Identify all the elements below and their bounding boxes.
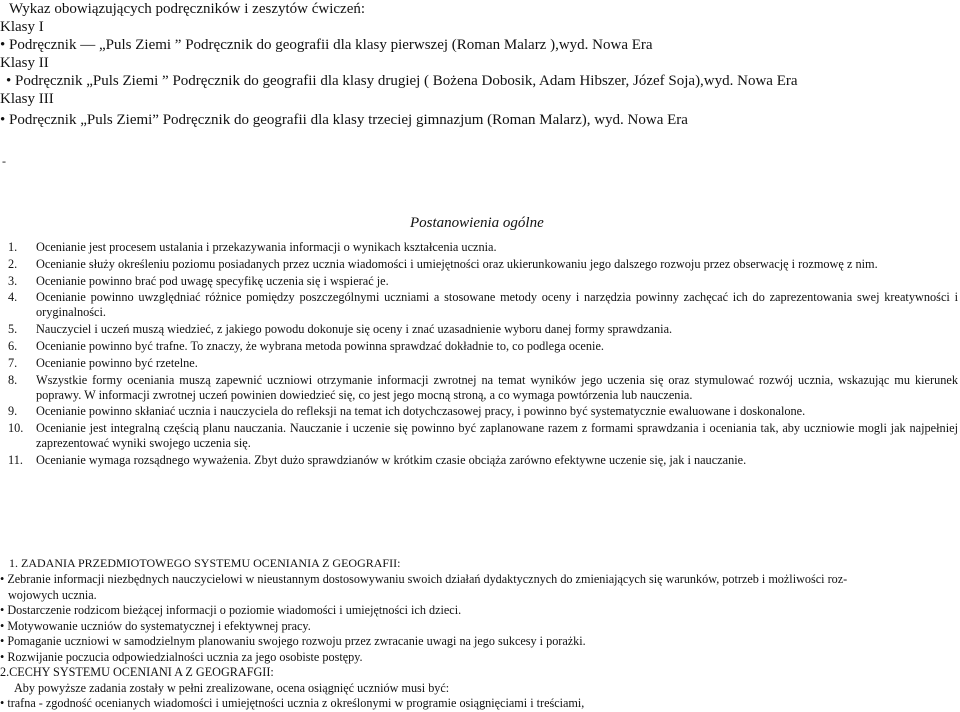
task-item-continuation: wojowych ucznia.	[8, 587, 97, 602]
class2-textbook: • Podręcznik „Puls Ziemi ” Podręcznik do geografii dla klasy drugiej ( Bożena Dobosik, Adam Hibszer, Józef Soja),wyd. Nowa Era	[6, 73, 798, 89]
task-item: • Motywowanie uczniów do systematycznej i efektywnej pracy.	[0, 618, 311, 633]
features-heading: 2.CECHY SYSTEMU OCENIANI A Z GEOGRAFGII:	[0, 665, 274, 679]
tasks-heading: 1. ZADANIA PRZEDMIOTOWEGO SYSTEMU OCENIANIA Z GEOGRAFII:	[9, 556, 401, 570]
rule-item: 10. Ocenianie jest integralną częścią planu nauczania. Nauczanie i uczenie się powinno być zaplanowane razem z formami sprawdzania i oceniania tak, aby uczniowie mogli jak najpełniej zaprezentować wyniki swojego uczenia się.	[8, 421, 958, 451]
separator-dash: -	[2, 154, 6, 168]
class2-label: Klasy II	[0, 55, 49, 71]
task-item: • Dostarczenie rodzicom bieżącej informacji o poziomie wiadomości i umiejętności ich dzieci.	[0, 603, 462, 617]
features-intro: Aby powyższe zadania zostały w pełni zrealizowane, ocena osiągnięć uczniów musi być:	[14, 680, 450, 695]
tasks-list	[0, 572, 958, 712]
feature-item: • trafna - zgodność ocenianych wiadomości i umiejętności ucznia z określonymi w programie osiągnięciami i treściami,	[0, 696, 585, 710]
rule-item: 5. Nauczyciel i uczeń muszą wiedzieć, z jakiego powodu dokonuje się oceny i znać uzasadnienie wyboru danej formy sprawdzania.	[8, 322, 673, 337]
rule-item: 2. Ocenianie służy określeniu poziomu posiadanych przez ucznia wiadomości i umiejętności oraz ukierunkowaniu jego dalszego rozwoju przez obserwację i rozmowę z nim.	[8, 256, 878, 271]
rule-item: 8. Wszystkie formy oceniania muszą zapewnić uczniowi otrzymanie informacji zwrotnej na temat wyników jego uczenia się oraz stymulować rozwój ucznia, wskazując mu kierunek poprawy. W informacji zwrotnej uczeń powinien dowiedzieć się, co jest jego mocną stroną, a co wymaga powtórzenia lub nauczenia.	[8, 372, 958, 402]
task-item: • Rozwijanie poczucia odpowiedzialności ucznia za jego osobiste postępy.	[0, 649, 363, 664]
general-rules-list	[0, 240, 958, 470]
rule-item: 7. Ocenianie powinno być rzetelne.	[8, 355, 198, 370]
rule-item: 6. Ocenianie powinno być trafne. To znaczy, że wybrana metoda powinna sprawdzać dokładnie to, co podlega ocenie.	[8, 338, 604, 353]
rule-item: 9. Ocenianie powinno skłaniać ucznia i nauczyciela do refleksji na temat ich dotychczasowej pracy, i powinno być systematycznie ewaluowane i doskonalone.	[8, 404, 806, 419]
rule-item: 3. Ocenianie powinno brać pod uwagę specyfikę uczenia się i wspierać je.	[8, 273, 389, 288]
task-item: • Zebranie informacji niezbędnych nauczycielowi w nieustannym dostosowywaniu swoich działań dydaktycznych do zmieniających się warunków, potrzeb i możliwości roz-	[0, 572, 848, 586]
class3-textbook: • Podręcznik „Puls Ziemi” Podręcznik do geografii dla klasy trzeciej gimnazjum (Roman Malarz), wyd. Nowa Era	[0, 112, 688, 128]
list-title: Wykaz obowiązujących podręczników i zeszytów ćwiczeń:	[9, 1, 366, 17]
rule-item: 1. Ocenianie jest procesem ustalania i przekazywania informacji o wynikach kształcenia ucznia.	[8, 240, 497, 254]
rule-item: 11. Ocenianie wymaga rozsądnego wyważenia. Zbyt dużo sprawdzianów w krótkim czasie obciąża zarówno efektywne uczenie się, jak i nauczanie.	[8, 452, 747, 467]
general-heading: Postanowienia ogólne	[410, 215, 544, 231]
rule-item: 4. Ocenianie powinno uwzględniać różnice pomiędzy poszczególnymi uczniami a stosowane metody oceny i narzędzia powinny zachęcać ich do zaprezentowania swej kreatywności i oryginalności.	[8, 290, 958, 320]
class1-label: Klasy I	[0, 19, 44, 35]
class1-textbook: • Podręcznik ― „Puls Ziemi ” Podręcznik do geografii dla klasy pierwszej (Roman Malarz ),wyd. Nowa Era	[0, 37, 653, 53]
class3-label: Klasy III	[0, 91, 54, 107]
task-item: • Pomaganie uczniowi w samodzielnym planowaniu swojego rozwoju przez zwracanie uwagi na jego sukcesy i porażki.	[0, 634, 586, 648]
